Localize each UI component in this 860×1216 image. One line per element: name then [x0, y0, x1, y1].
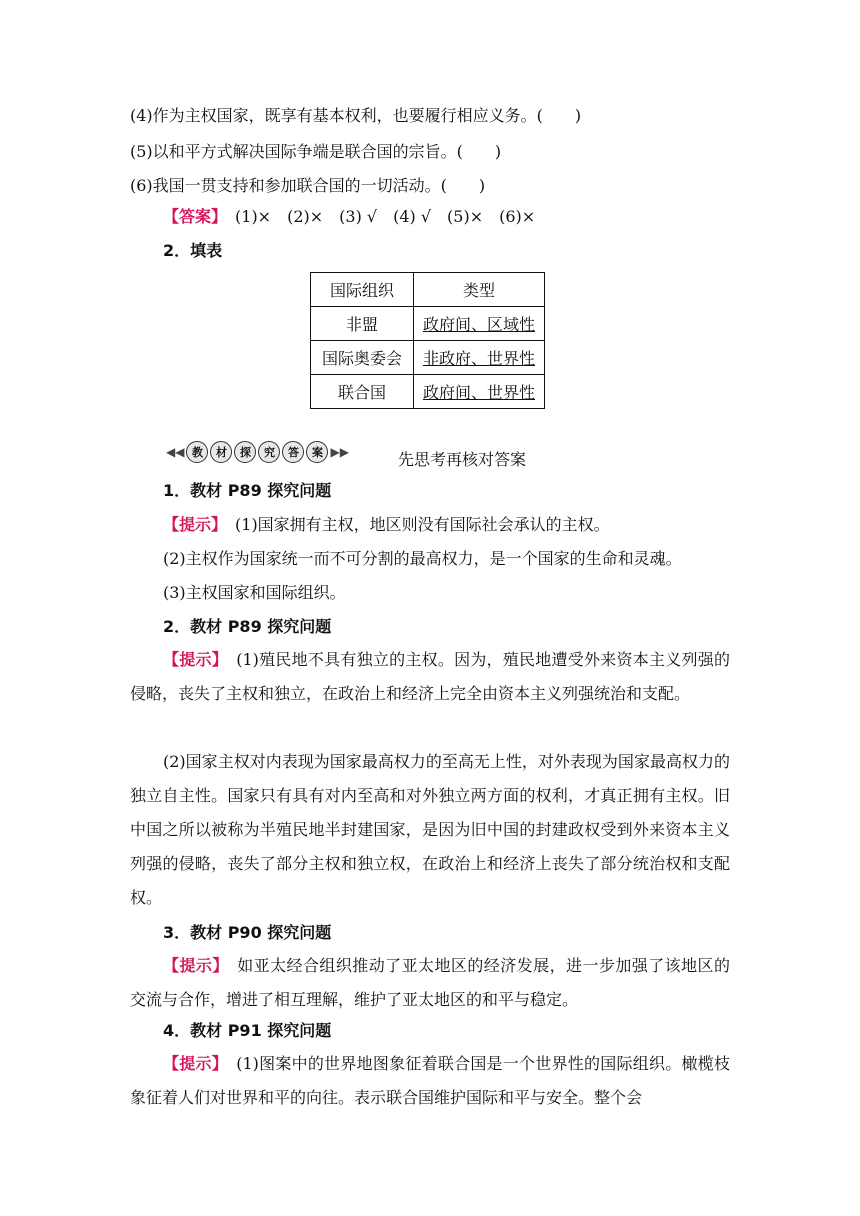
- hint-tag: 【提示】: [163, 515, 220, 534]
- hint-tag: 【提示】: [163, 1054, 220, 1073]
- chevron-left-icon: ◀◀: [166, 445, 185, 459]
- fill-table-heading: 2．填表: [163, 241, 223, 260]
- table-row: [311, 375, 545, 409]
- table-header-cell: 类型: [414, 273, 545, 307]
- judge-item-5: (5)以和平方式解决国际争端是联合国的宗旨。( ): [130, 142, 502, 161]
- hint-text: (1)殖民地不具有独立的主权。因为，殖民地遭受外来资本主义列强的侵略，丧失了主权和独立，在政治上和经济上完全由资本主义列强统治和支配。: [130, 650, 730, 703]
- hint-tag: 【提示】: [163, 956, 221, 975]
- section-title: 先思考再核对答案: [398, 450, 527, 469]
- banner-char: 案: [306, 441, 328, 463]
- hint-text: (1)国家拥有主权，地区则没有国际社会承认的主权。: [219, 515, 610, 534]
- table-header-row: [311, 273, 545, 307]
- banner-char: 材: [210, 441, 232, 463]
- item-heading: 4．教材 P91 探究问题: [163, 1021, 332, 1040]
- item-heading: 1．教材 P89 探究问题: [163, 481, 332, 500]
- answer-tag: 【答案】: [163, 207, 220, 226]
- table-cell-org: 联合国: [311, 375, 414, 409]
- item-heading: 3．教材 P90 探究问题: [163, 923, 332, 942]
- item-heading: 2．教材 P89 探究问题: [163, 617, 332, 636]
- section-banner: [166, 440, 349, 464]
- hint-text: 如亚太经合组织推动了亚太地区的经济发展，进一步加强了该地区的交流与合作，增进了相互理解，维护了亚太地区的和平与稳定。: [130, 956, 730, 1009]
- item-hint-paragraph: [130, 949, 730, 1017]
- table-cell-type: 非政府、世界性: [422, 349, 535, 368]
- table-header-cell: 国际组织: [311, 273, 414, 307]
- table-row: [311, 307, 545, 341]
- banner-char: 教: [186, 441, 208, 463]
- item-hint-paragraph: [130, 643, 730, 711]
- table-cell-org: 非盟: [311, 307, 414, 341]
- hint-tag: 【提示】: [163, 650, 220, 669]
- answer-text: (1)× (2)× (3) √ (4) √ (5)× (6)×: [219, 207, 536, 226]
- item-hint-paragraph: [130, 1047, 730, 1115]
- banner-char: 究: [258, 441, 280, 463]
- table-cell-type: 政府间、区域性: [422, 315, 535, 334]
- hint-text: (1)图案中的世界地图象征着联合国是一个世界性的国际组织。橄榄枝象征着人们对世界和平的向往。表示联合国维护国际和平与安全。整个会: [130, 1054, 730, 1107]
- item-paragraph: (2)国家主权对内表现为国家最高权力的至高无上性，对外表现为国家最高权力的独立自主性。国家只有具有对内至高和对外独立两方面的权利，才真正拥有主权。旧中国之所以被称为半殖民地半封建国家，是因为旧中国的封建政权受到外来资本主义列强的侵略，丧失了部分主权和独立权，在政治上和经济上丧失了部分统治权和支配权。: [130, 752, 730, 907]
- answer-line: [163, 207, 763, 227]
- table-cell-org: 国际奥委会: [311, 341, 414, 375]
- item-paragraph: (3)主权国家和国际组织。: [163, 583, 346, 602]
- fill-table: [310, 272, 545, 409]
- judge-item-4: (4)作为主权国家，既享有基本权利，也要履行相应义务。( ): [130, 106, 582, 125]
- item-paragraph: (2)主权作为国家统一而不可分割的最高权力，是一个国家的生命和灵魂。: [163, 549, 682, 568]
- banner-char: 答: [282, 441, 304, 463]
- chevron-right-icon: ▶▶: [330, 445, 349, 459]
- table-row: [311, 341, 545, 375]
- table-cell-type: 政府间、世界性: [422, 383, 535, 402]
- item-hint-line: [163, 515, 763, 535]
- banner-char: 探: [234, 441, 256, 463]
- judge-item-6: (6)我国一贯支持和参加联合国的一切活动。( ): [130, 176, 486, 195]
